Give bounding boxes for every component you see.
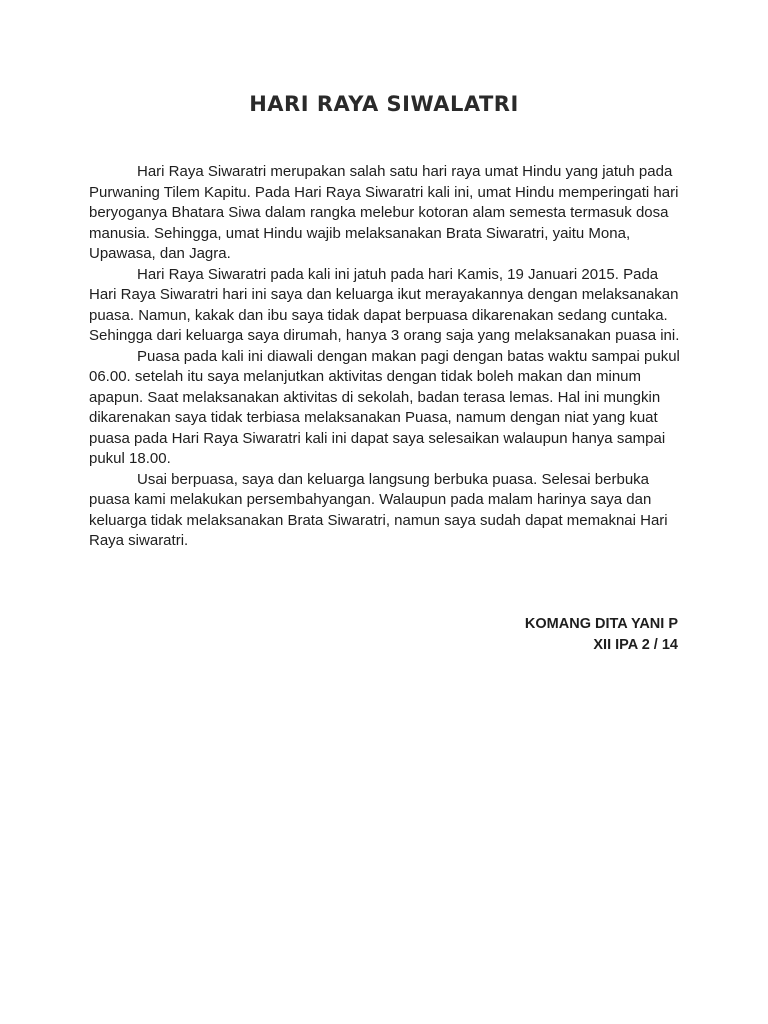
paragraph-3: Puasa pada kali ini diawali dengan makan pagi dengan batas waktu sampai pukul 06.00. setelah itu saya melanjutkan aktivitas dengan tidak boleh makan dan minum apapun. Saat melaksanakan aktivitas di sekolah, badan terasa lemas. Hal ini mungkin dikarenakan saya tidak terbiasa melaksanakan Puasa, namum dengan niat yang kuat puasa pada Hari Raya Siwaratri kali ini dapat saya selesaikan walaupun hanya sampai pukul 18.00. — [89, 347, 680, 467]
document-title: HARI RAYA SIWALATRI — [249, 92, 519, 116]
paragraph-1: Hari Raya Siwaratri merupakan salah satu hari raya umat Hindu yang jatuh pada Purwaning Tilem Kapitu. Pada Hari Raya Siwaratri kali ini, umat Hindu memperingati hari beryoganya Bhatara Siwa dalam rangka melebur kotoran alam semesta termasuk dosa manusia. Sehingga, umat Hindu wajib melaksanakan Brata Siwaratri, yaitu Mona, Upawasa, dan Jagra. — [89, 163, 679, 262]
author-class: XII IPA 2 / 14 — [593, 637, 678, 653]
paragraph-2: Hari Raya Siwaratri pada kali ini jatuh pada hari Kamis, 19 Januari 2015. Pada Hari Raya Siwaratri hari ini saya dan keluarga ikut merayakannya dengan melaksanakan puasa. Namun, kakak dan ibu saya tidak dapat berpuasa dikarenakan sedang cuntaka. Sehingga dari keluarga saya dirumah, hanya 3 orang saja yang melaksanakan puasa ini. — [89, 265, 680, 344]
signature-block — [525, 614, 678, 656]
author-name: KOMANG DITA YANI P — [524, 616, 678, 632]
paragraph-4: Usai berpuasa, saya dan keluarga langsung berbuka puasa. Selesai berbuka puasa kami melakukan persembahyangan. Walaupun pada malam harinya saya dan keluarga tidak melaksanakan Brata Siwaratri, namun saya sudah dapat memaknai Hari Raya siwaratri. — [89, 470, 668, 549]
document-body — [89, 162, 689, 552]
